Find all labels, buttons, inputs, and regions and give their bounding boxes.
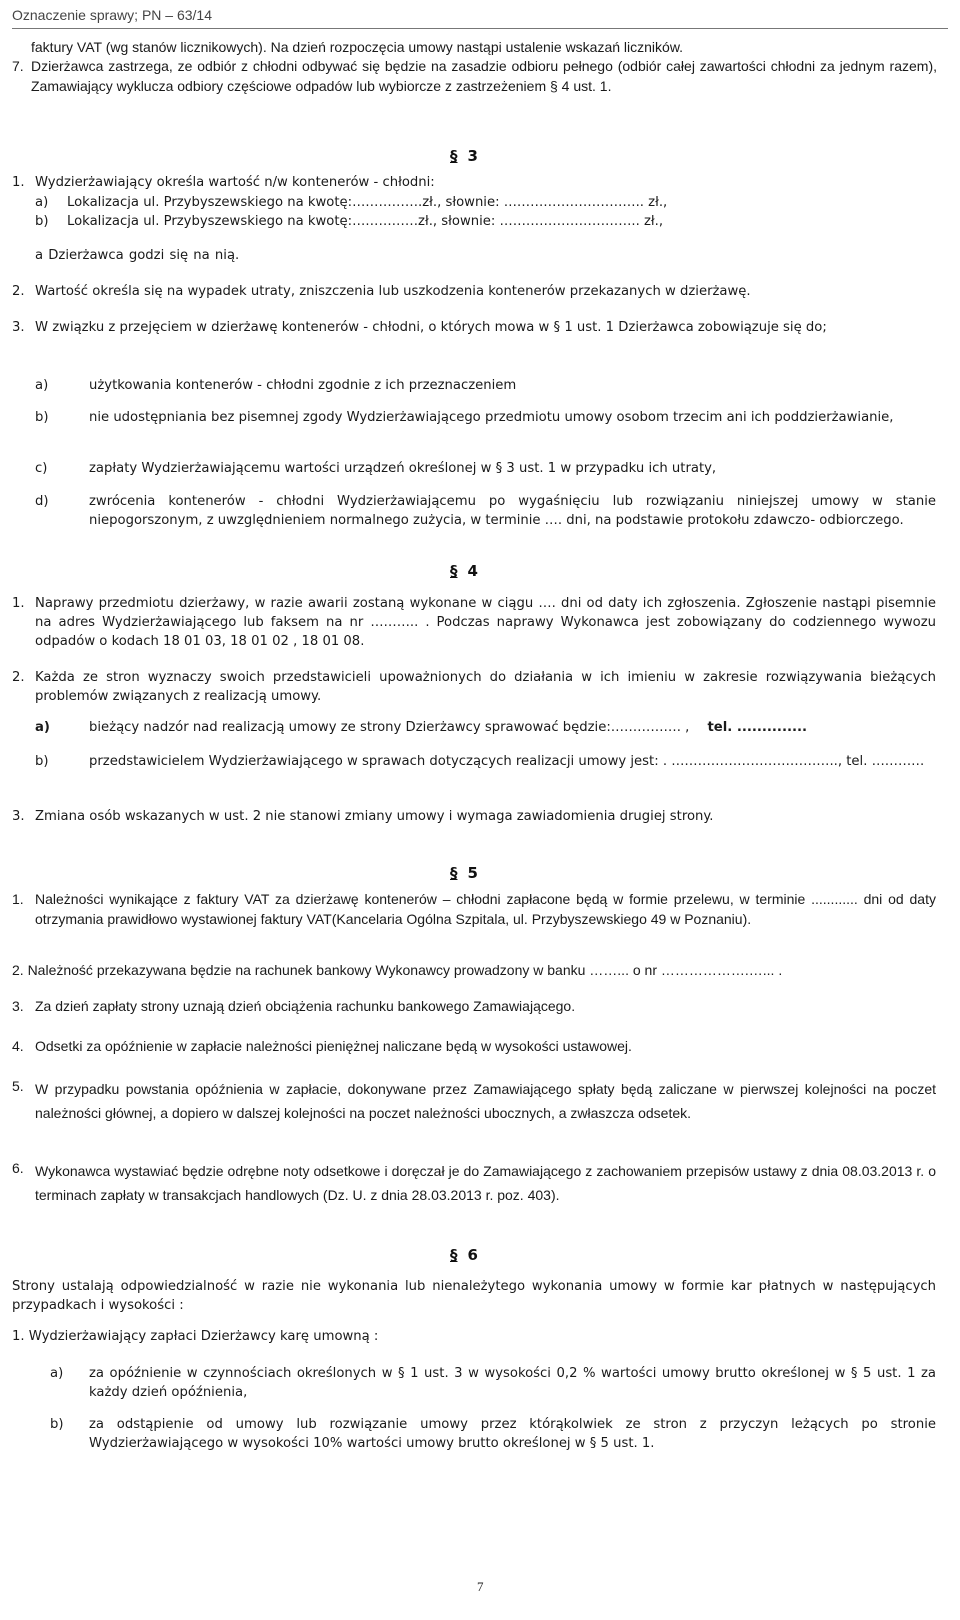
sec6-a-label: a) <box>50 1366 64 1381</box>
sec3-p3-text: W związku z przejęciem w dzierżawę kontenerów - chłodni, o których mowa w § 1 ust. 1 Dzierżawca zobowiązuje się do; <box>35 320 827 335</box>
sec3-a-text: Lokalizacja ul. Przybyszewskiego na kwotę:…………….zł., słownie: ………………………….. zł., <box>67 195 668 210</box>
sec3-p3-number: 3. <box>12 320 25 335</box>
sec5-p5-number: 5. <box>12 1078 24 1094</box>
item-7-number: 7. <box>12 58 24 74</box>
sec3-p1-number: 1. <box>12 175 25 190</box>
section-symbol: § <box>450 147 458 165</box>
sec3-sd-text: zwrócenia kontenerów - chłodni Wydzierżawiającemu po wygaśnięciu lub rozwiązaniu niniejszej umowy w stanie niepogorszonym, z uwzględnieniem normalnego zużycia, w terminie …. dni, na podstawie protokołu zdawczo- odbiorczego. <box>89 494 936 528</box>
sec3-sa-label: a) <box>35 378 49 393</box>
sec3-sa-text: użytkowania kontenerów - chłodni zgodnie z ich przeznaczeniem <box>89 378 517 393</box>
page-number: 7 <box>477 1579 484 1594</box>
section-4-heading <box>450 562 478 581</box>
sec5-p6-number: 6. <box>12 1160 24 1176</box>
sec3-sb-text: nie udostępniania bez pisemnej zgody Wydzierżawiającego przedmiotu umowy osobom trzecim ani ich poddzierżawianie, <box>89 410 894 425</box>
sec3-p2-number: 2. <box>12 284 25 299</box>
item-7-text: Dzierżawca zastrzega, ze odbiór z chłodni odbywać się będzie na zasadzie odbioru pełnego (odbiór całej zawartości chłodni za jednym razem), Zamawiający wyklucza odbiory częściowe odpadów lub wybiorcze z zastrzeżeniem § 4 ust. 1. <box>31 58 937 94</box>
sec4-a-line <box>89 718 936 737</box>
sec5-p4-number: 4. <box>12 1038 24 1054</box>
section-number: 5 <box>467 864 478 882</box>
section-6-heading <box>450 1246 478 1265</box>
sec3-p2-text: Wartość określa się na wypadek utraty, zniszczenia lub uszkodzenia kontenerów przekazanych w dzierżawę. <box>35 284 751 299</box>
header-divider <box>12 28 948 29</box>
sec3-b-label: b) <box>35 214 49 229</box>
section-symbol: § <box>450 864 458 882</box>
sec4-p1-number: 1. <box>12 596 25 611</box>
sec3-sb-label: b) <box>35 410 49 425</box>
sec5-p4-text: Odsetki za opóźnienie w zapłacie należności pieniężnej naliczane będą w wysokości ustawowej. <box>35 1038 632 1054</box>
case-reference: Oznaczenie sprawy; PN – 63/14 <box>12 7 212 23</box>
sec5-p3-number: 3. <box>12 998 24 1014</box>
page-header <box>0 0 960 30</box>
sec3-acceptance: a Dzierżawca godzi się na nią. <box>35 248 240 263</box>
sec4-b-text: przedstawicielem Wydzierżawiającego w sprawach dotyczących realizacji umowy jest: . ……………………………….., tel. ………… <box>89 754 925 769</box>
sec3-sd-label: d) <box>35 494 49 509</box>
sec4-p2-text: Każda ze stron wyznaczy swoich przedstawicieli upoważnionych do działania w ich imieniu w zakresie rozwiązywania bieżących problemów związanych z realizacją umowy. <box>35 670 936 704</box>
section-3-heading <box>450 147 478 166</box>
section-symbol: § <box>450 1246 458 1264</box>
sec3-p1-text: Wydzierżawiający określa wartość n/w kontenerów - chłodni: <box>35 175 435 190</box>
sec3-sc-label: c) <box>35 461 48 476</box>
section-symbol: § <box>450 562 458 580</box>
sec4-a-label: a) <box>35 720 50 735</box>
section-number: 4 <box>467 562 478 580</box>
sec3-b-text: Lokalizacja ul. Przybyszewskiego na kwotę:……………zł., słownie: ………………………….. zł., <box>67 214 664 229</box>
sec3-sc-text: zapłaty Wydzierżawiającemu wartości urządzeń określonej w § 3 ust. 1 w przypadku ich utraty, <box>89 461 717 476</box>
sec5-p3-text: Za dzień zapłaty strony uznają dzień obciążenia rachunku bankowego Zamawiającego. <box>35 998 576 1014</box>
sec4-p2-number: 2. <box>12 670 25 685</box>
sec4-a-text: bieżący nadzór nad realizacją umowy ze strony Dzierżawcy sprawować będzie:……………. , <box>89 720 690 735</box>
sec6-a-text: za opóźnienie w czynnościach określonych w § 1 ust. 3 w wysokości 0,2 % wartości umowy brutto określonej w § 5 ust. 1 za każdy dzień opóźnienia, <box>89 1366 936 1400</box>
sec6-b-text: za odstąpienie od umowy lub rozwiązanie umowy przez którąkolwiek ze stron z przyczyn leżących po stronie Wydzierżawiającego w wysokości 10% wartości umowy brutto określonej w § 5 ust. 1. <box>89 1417 936 1451</box>
intro-line: faktury VAT (wg stanów licznikowych). Na dzień rozpoczęcia umowy nastąpi ustalenie wskazań liczników. <box>31 39 684 55</box>
sec5-p2-text: 2. Należność przekazywana będzie na rachunek bankowy Wykonawcy prowadzony w banku ……... o nr ……………….…... . <box>12 962 783 978</box>
sec5-p1-text: Należności wynikające z faktury VAT za dzierżawę kontenerów – chłodni zapłacone będą w formie przelewu, w terminie ............ dni od daty otrzymania prawidłowo wystawionej faktury VAT(Kancelaria Ogólna Szpitala, ul. Przybyszewskiego 49 w Poznaniu). <box>35 891 936 927</box>
sec4-p3-text: Zmiana osób wskazanych w ust. 2 nie stanowi zmiany umowy i wymaga zawiadomienia drugiej strony. <box>35 809 714 824</box>
sec6-p1-text: 1. Wydzierżawiający zapłaci Dzierżawcy karę umowną : <box>12 1329 379 1344</box>
section-5-heading <box>450 864 478 883</box>
section-number: 3 <box>467 147 478 165</box>
section-number: 6 <box>467 1246 478 1264</box>
sec5-p1-number: 1. <box>12 891 24 907</box>
sec4-p1-text: Naprawy przedmiotu dzierżawy, w razie awarii zostaną wykonane w ciągu …. dni od daty ich zgłoszenia. Zgłoszenie nastąpi pisemnie na adres Wydzierżawiającego lub faksem na nr ……….. . Podczas naprawy Wykonawca jest zobowiązany do codziennego wywozu odpadów o kodach 18 01 03, 18 01 02 , 18 01 08. <box>35 596 936 649</box>
sec6-b-label: b) <box>50 1417 64 1432</box>
sec4-a-tel: tel. .............. <box>707 720 807 735</box>
sec3-a-label: a) <box>35 195 49 210</box>
sec4-b-label: b) <box>35 754 49 769</box>
sec5-p5-text: W przypadku powstania opóźnienia w zapłacie, dokonywane przez Zamawiającego spłaty będą zaliczane w pierwszej kolejności na poczet należności głównej, a dopiero w dalszej kolejności na poczet należności ubocznych, a zwłaszcza odsetek. <box>35 1081 936 1121</box>
sec5-p6-text: Wykonawca wystawiać będzie odrębne noty odsetkowe i doręczał je do Zamawiającego z zachowaniem przepisów ustawy z dnia 08.03.2013 r. o terminach zapłaty w transakcjach handlowych (Dz. U. z dnia 28.03.2013 r. poz. 403). <box>35 1163 936 1203</box>
sec4-p3-number: 3. <box>12 809 25 824</box>
sec6-intro: Strony ustalają odpowiedzialność w razie nie wykonania lub nienależytego wykonania umowy w formie kar płatnych w następujących przypadkach i wysokości : <box>12 1279 936 1313</box>
